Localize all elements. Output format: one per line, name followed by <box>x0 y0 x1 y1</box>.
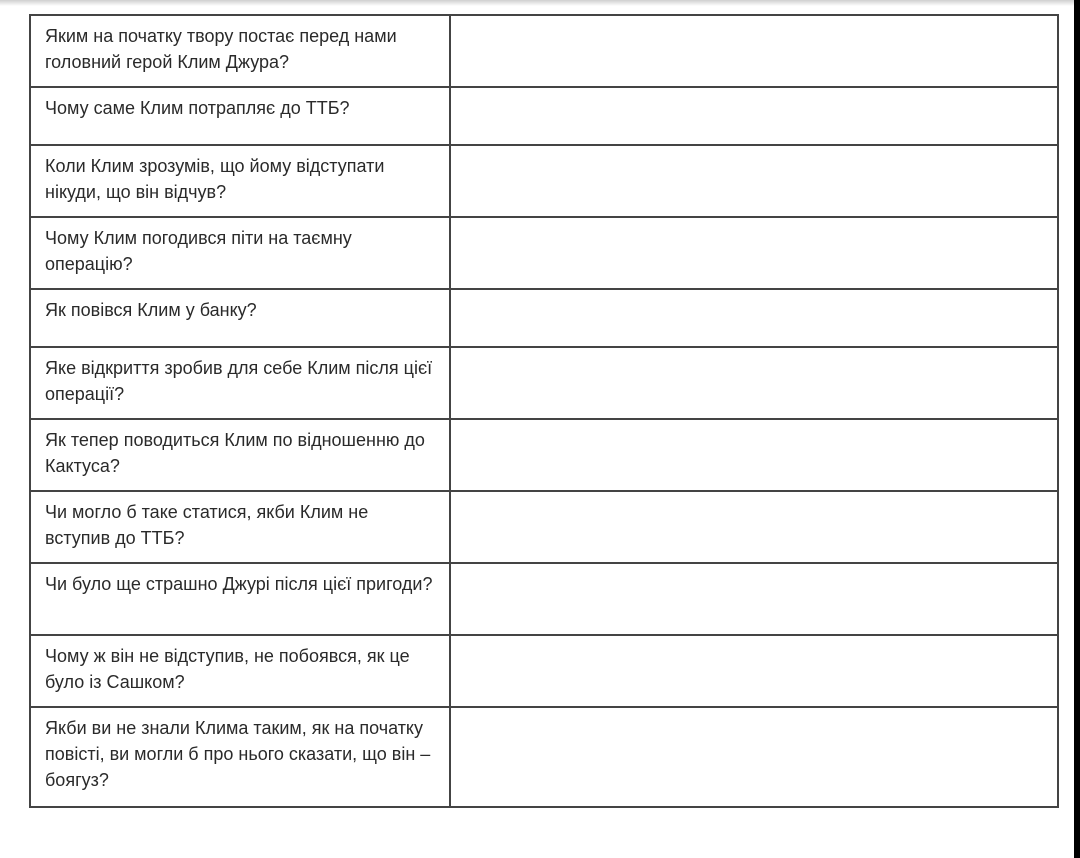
question-cell: Як тепер поводиться Клим по відношенню до Кактуса? <box>30 419 450 491</box>
question-cell: Якби ви не знали Клима таким, як на початку повісті, ви могли б про нього сказати, що він – боягуз? <box>30 707 450 807</box>
question-cell: Чому Клим погодився піти на таємну операцію? <box>30 217 450 289</box>
page-top-shadow <box>0 0 1080 6</box>
table-row <box>30 347 1058 419</box>
answer-cell[interactable] <box>450 635 1058 707</box>
question-cell: Чому саме Клим потрапляє до ТТБ? <box>30 87 450 145</box>
question-cell: Яким на початку твору постає перед нами головний герой Клим Джура? <box>30 15 450 87</box>
table-row <box>30 635 1058 707</box>
answer-cell[interactable] <box>450 563 1058 635</box>
answer-cell[interactable] <box>450 707 1058 807</box>
answer-cell[interactable] <box>450 347 1058 419</box>
question-cell: Коли Клим зрозумів, що йому відступати нікуди, що він відчув? <box>30 145 450 217</box>
question-cell: Як повівся Клим у банку? <box>30 289 450 347</box>
answer-cell[interactable] <box>450 15 1058 87</box>
table-row <box>30 419 1058 491</box>
table-row <box>30 289 1058 347</box>
table-row <box>30 15 1058 87</box>
table-row <box>30 707 1058 807</box>
table-row <box>30 145 1058 217</box>
answer-cell[interactable] <box>450 419 1058 491</box>
table-row <box>30 217 1058 289</box>
question-cell: Чи могло б таке статися, якби Клим не вступив до ТТБ? <box>30 491 450 563</box>
question-cell: Чи було ще страшно Джурі після цієї пригоди? <box>30 563 450 635</box>
answer-cell[interactable] <box>450 491 1058 563</box>
answer-cell[interactable] <box>450 145 1058 217</box>
right-edge-bar <box>1074 0 1080 858</box>
answer-cell[interactable] <box>450 289 1058 347</box>
table-row <box>30 563 1058 635</box>
question-cell: Чому ж він не відступив, не побоявся, як це було із Сашком? <box>30 635 450 707</box>
table-row <box>30 491 1058 563</box>
answer-cell[interactable] <box>450 87 1058 145</box>
question-cell: Яке відкриття зробив для себе Клим після цієї операції? <box>30 347 450 419</box>
question-answer-table <box>29 14 1059 808</box>
table-row <box>30 87 1058 145</box>
answer-cell[interactable] <box>450 217 1058 289</box>
